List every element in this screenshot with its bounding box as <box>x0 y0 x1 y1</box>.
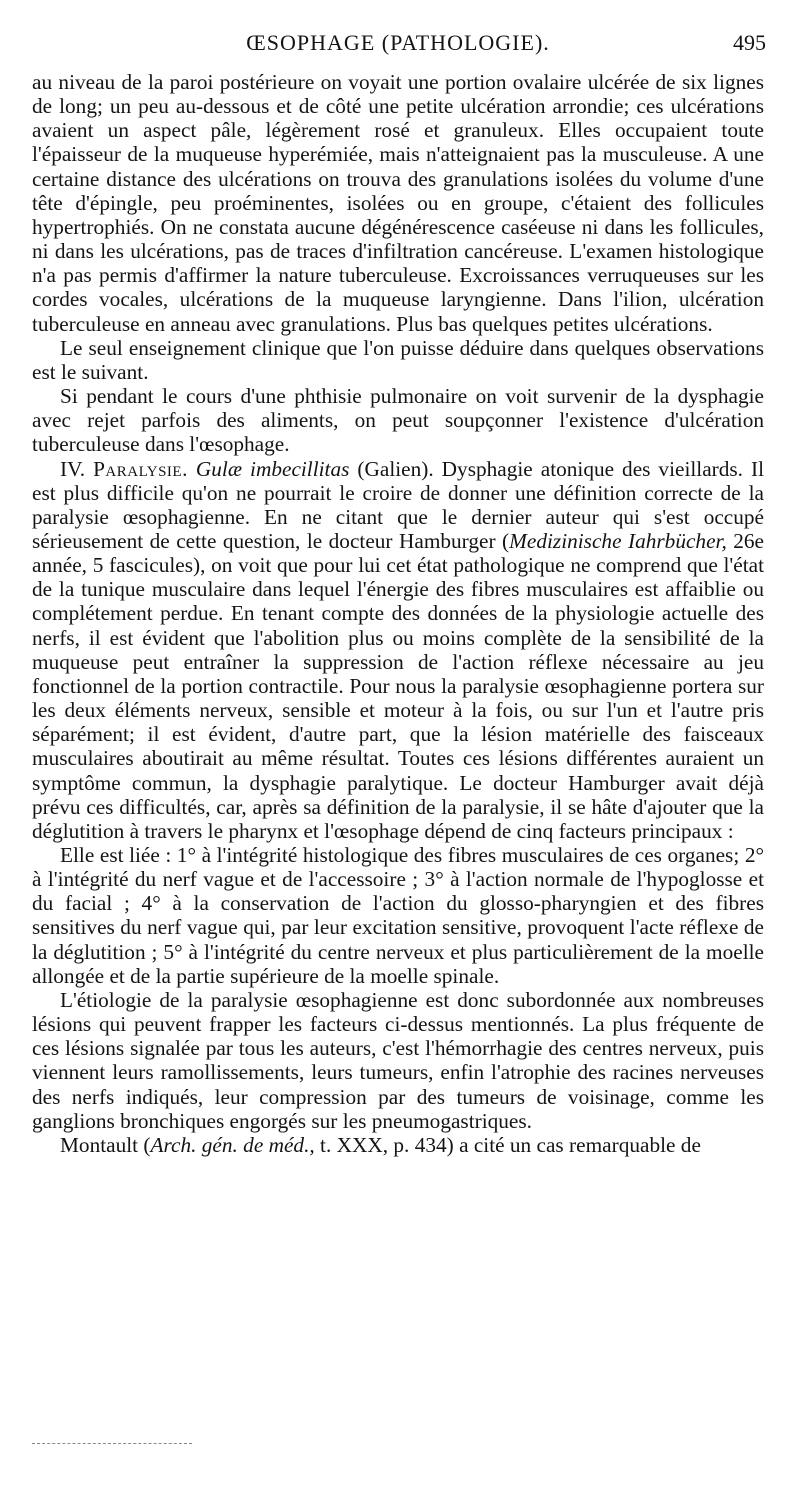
latin-term: Gulæ imbecillitas <box>195 456 350 481</box>
running-title: ŒSOPHAGE (PATHOLOGIE). <box>246 30 550 55</box>
section-numeral: IV. <box>60 456 86 481</box>
footer-rule <box>32 1443 192 1444</box>
journal-reference: Arch. gén. de méd., <box>150 1132 315 1157</box>
paragraph-clinical-lesson: Le seul enseignement clinique que l'on puisse déduire dans quelques observations est le suivant. <box>32 335 764 384</box>
body-text <box>32 70 764 1157</box>
paragraph-montault <box>32 1133 764 1157</box>
paragraph-paralysie <box>32 457 764 844</box>
montault-text: Montault ( <box>60 1132 151 1157</box>
montault-text-continued: t. XXX, p. 434) a cité un cas remarquable de <box>314 1132 701 1157</box>
paralysie-text-continued: 26e année, 5 fascicules), on voit que pour lui cet état pathologique ne comprend que l'état de la tunique musculaire dans lequel l'énergie des fibres musculaires est affaiblie ou complétement perdue. En tenant compte des données de la physiologie actuelle des nerfs, il est évident que l'abolition plus ou moins complète de la sensibilité de la muqueuse peut entraîner la suppression de l'action réflexe nécessaire au jeu fonctionnel de la portion contractile. Pour nous la paralysie œsophagienne portera sur les deux éléments nerveux, sensible et moteur à la fois, ou sur l'un et l'autre pris séparément; il est évident, d'autre part, que la lésion matérielle des faisceaux musculaires aboutirait au même résultat. Toutes ces lésions différentes auraient un symptôme commun, la dysphagie paralytique. Le docteur Hamburger avait déjà prévu ces difficultés, car, après sa définition de la paralysie, il se hâte d'ajouter que la déglutition à travers le pharynx et l'œsophage dépend de cinq facteurs principaux : <box>32 528 764 843</box>
paragraph-ulceration-case: au niveau de la paroi postérieure on voyait une portion ovalaire ulcérée de six lignes de long; un peu au-dessous et de côté une petite ulcération arrondie; ces ulcérations avaient un aspect pâle, légèrement rosé et granuleux. Elles occupaient toute l'épaisseur de la muqueuse hyperémiée, mais n'atteignaient pas la musculeuse. A une certaine distance des ulcérations on trouva des granulations isolées du volume d'une tête d'épingle, peu proéminentes, isolées ou en groupe, c'étaient des follicules hypertrophiés. On ne constata aucune dégénérescence caséeuse ni dans les follicules, ni dans les ulcérations, pas de traces d'infiltration cancéreuse. L'examen histologique n'a pas permis d'affirmer la nature tuberculeuse. Excroissances verruqueuses sur les cordes vocales, ulcérations de la muqueuse laryngienne. Dans l'ilion, ulcération tuberculeuse en anneau avec granulations. Plus bas quelques petites ulcérations. <box>32 70 764 336</box>
paragraph-five-factors: Elle est liée : 1° à l'intégrité histologique des fibres musculaires de ces organes; 2° à l'intégrité du nerf vague et de l'accessoire ; 3° à l'action normale de l'hypoglosse et du facial ; 4° à la conservation de l'action du glosso-pharyngien et des fibres sensitives du nerf vague qui, par leur excitation sensitive, provoquent l'acte réflexe de la déglutition ; 5° à l'intégrité du centre nerveux et plus particulièrement de la moelle allongée et de la partie supérieure de la moelle spinale. <box>32 843 764 988</box>
page-number: 495 <box>733 30 766 55</box>
page-header <box>30 28 766 60</box>
journal-title: Medizinische Iahrbücher, <box>509 528 727 553</box>
section-heading: Paralysie. <box>93 456 188 481</box>
paragraph-phthisis-dysphagia: Si pendant le cours d'une phthisie pulmonaire on voit survenir de la dysphagie avec rejet parfois des aliments, on peut soupçonner l'existence d'ulcération tuberculeuse dans l'œsophage. <box>32 384 764 457</box>
paralysie-text: (Galien). Dysphagie atonique des vieillards. Il est plus difficile qu'on ne pourrait le croire de donner une définition correcte de la paralysie œsophagienne. En ne citant que le dernier auteur qui s'est occupé sérieusement de cette question, le docteur Hamburger ( <box>32 456 765 553</box>
paragraph-etiology: L'étiologie de la paralysie œsophagienne est donc subordonnée aux nombreuses lésions qui peuvent frapper les facteurs ci-dessus mentionnés. La plus fréquente de ces lésions signalée par tous les auteurs, c'est l'hémorrhagie des centres nerveux, puis viennent leurs ramollissements, leurs tumeurs, enfin l'atrophie des racines nerveuses des nerfs indiqués, leur compression par des tumeurs de voisinage, comme les ganglions bronchiques engorgés sur les pneumogastriques. <box>32 987 764 1133</box>
